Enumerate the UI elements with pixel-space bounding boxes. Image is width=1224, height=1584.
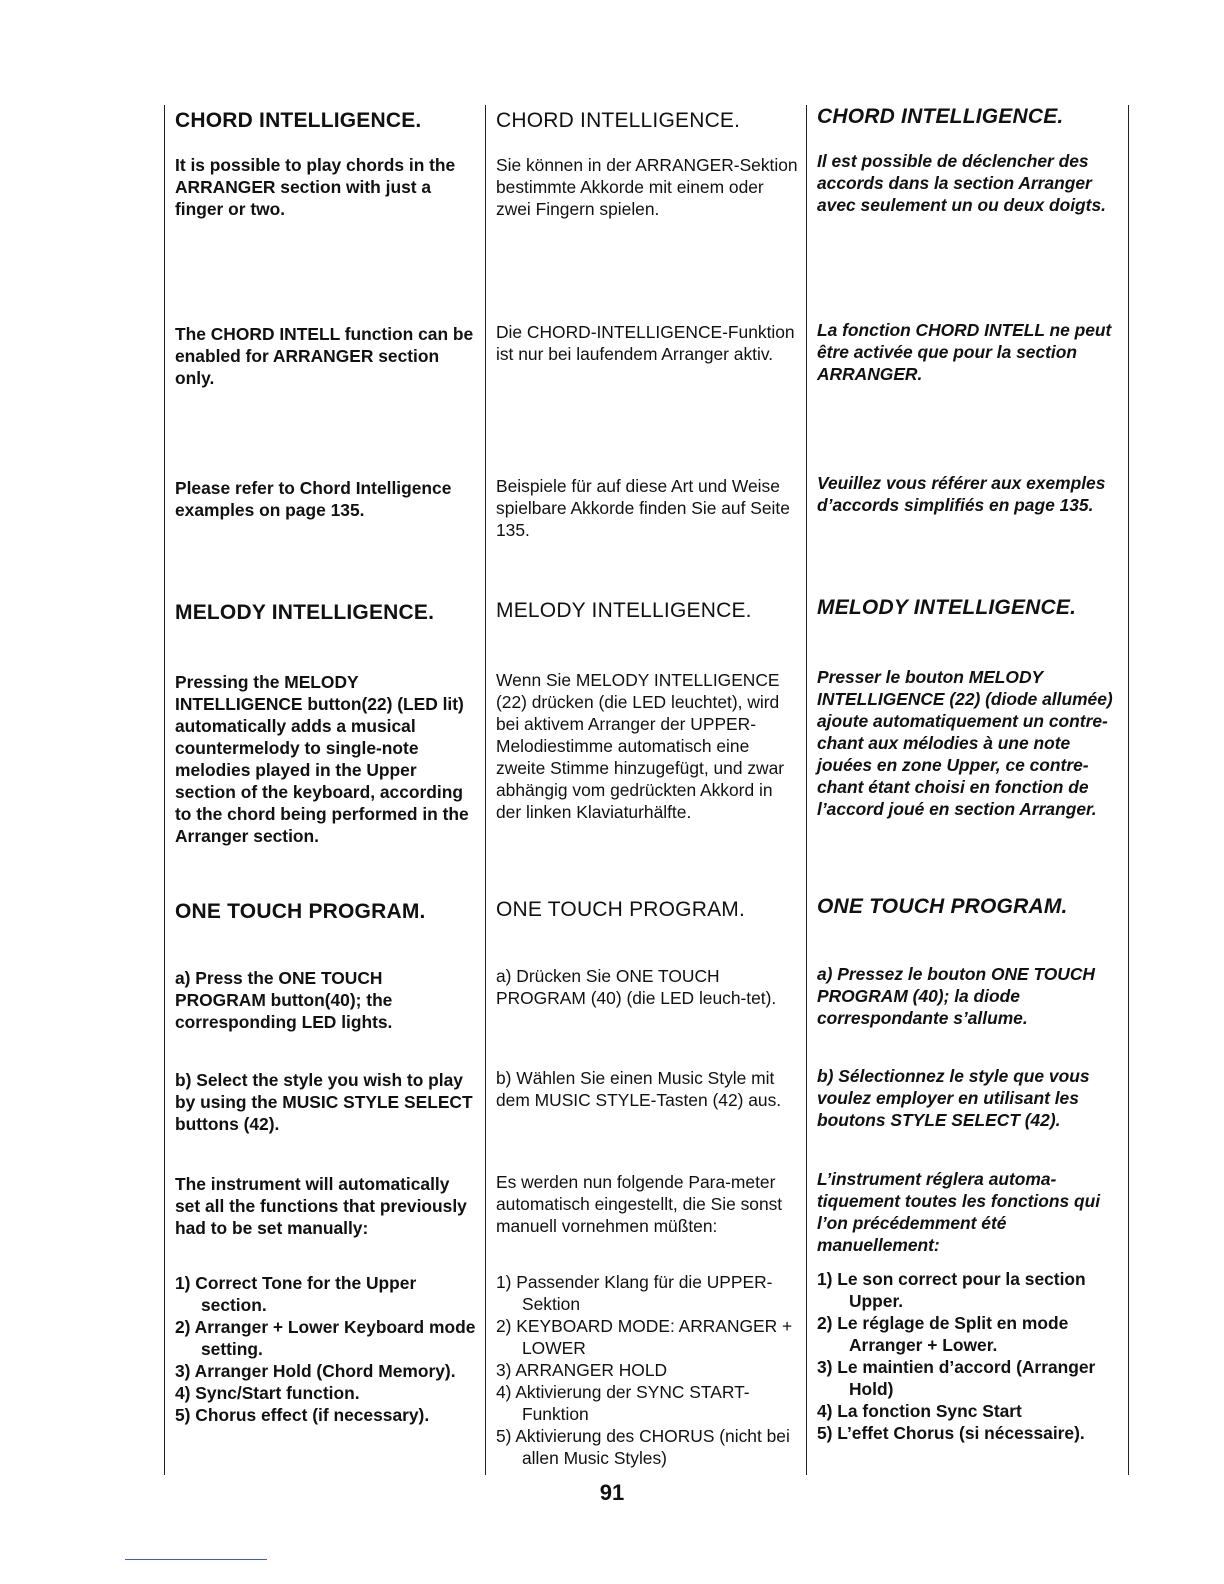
one-touch-settings-list [496, 1271, 800, 1469]
one-touch-auto-settings-intro: The instrument will automatically set all the functions that previously had to be set manually: [175, 1174, 467, 1238]
list-item: 5) Chorus effect (if necessary). [175, 1405, 430, 1425]
column-english [164, 105, 481, 1475]
melody-intelligence-description: Pressing the MELODY INTELLIGENCE button(22) (LED lit) automatically adds a musical countermelody to single-note melodies played in the Upper section of the keyboard, according to the chord being performed in the Arranger section. [175, 672, 469, 846]
chord-intelligence-heading: CHORD INTELLIGENCE. [175, 109, 422, 132]
list-item: 5) L’effet Chorus (si nécessaire). [817, 1423, 1085, 1443]
chord-intelligence-intro: It is possible to play chords in the ARRANGER section with just a finger or two. [175, 155, 456, 219]
list-item: 1) Le son correct pour la section Upper. [817, 1269, 1086, 1311]
chord-intell-availability: The CHORD INTELL function can be enabled for ARRANGER section only. [175, 324, 474, 388]
melody-intelligence-heading: MELODY INTELLIGENCE. [175, 601, 435, 624]
page-number: 91 [599, 1480, 625, 1505]
one-touch-program-heading: ONE TOUCH PROGRAM. [496, 898, 746, 921]
list-item: 3) Arranger Hold (Chord Memory). [175, 1361, 456, 1381]
one-touch-step-a: a) Drücken Sie ONE TOUCH PROGRAM (40) (die LED leuch-tet). [496, 966, 777, 1008]
list-item: 4) Aktivierung der SYNC START-Funktion [496, 1382, 750, 1424]
column-german [485, 105, 804, 1475]
list-item: 2) KEYBOARD MODE: ARRANGER + LOWER [496, 1316, 793, 1358]
one-touch-step-b: b) Sélectionnez le style que vous voulez employer en utilisant les boutons STYLE SELECT (42). [817, 1066, 1090, 1130]
list-item: 1) Correct Tone for the Upper section. [175, 1273, 417, 1315]
one-touch-settings-list [817, 1268, 1121, 1444]
chord-intelligence-heading: CHORD INTELLIGENCE. [817, 105, 1064, 128]
one-touch-program-heading: ONE TOUCH PROGRAM. [175, 900, 426, 923]
chord-intelligence-intro: Sie können in der ARRANGER-Sektion bestimmte Akkorde mit einem oder zwei Fingern spielen. [496, 155, 798, 219]
column-divider [1128, 105, 1129, 1475]
footer-link-underline [125, 1559, 267, 1560]
chord-intell-availability: Die CHORD-INTELLIGENCE-Funktion ist nur bei laufendem Arranger aktiv. [496, 322, 795, 364]
melody-intelligence-description: Presser le bouton MELODY INTELLIGENCE (22) (diode allumée) ajoute automatiquement un contre-chant aux mélodies à une note jouées en zone Upper, ce contre-chant étant choisi en fonction de l’accord joué en section Arranger. [817, 667, 1113, 819]
one-touch-program-heading: ONE TOUCH PROGRAM. [817, 895, 1068, 918]
chord-intelligence-reference: Beispiele für auf diese Art und Weise spielbare Akkorde finden Sie auf Seite 135. [496, 476, 790, 540]
chord-intell-availability: La fonction CHORD INTELL ne peut être activée que pour la section ARRANGER. [817, 320, 1112, 384]
one-touch-step-a: a) Pressez le bouton ONE TOUCH PROGRAM (40); la diode correspondante s’allume. [817, 964, 1095, 1028]
one-touch-step-b: b) Select the style you wish to play by using the MUSIC STYLE SELECT buttons (42). [175, 1070, 473, 1134]
list-item: 2) Le réglage de Split en mode Arranger + Lower. [817, 1313, 1069, 1355]
one-touch-auto-settings-intro: L’instrument réglera automa-tiquement toutes les fonctions qui l’on précédemment été manuellement: [817, 1169, 1101, 1255]
one-touch-step-b: b) Wählen Sie einen Music Style mit dem MUSIC STYLE-Tasten (42) aus. [496, 1068, 782, 1110]
chord-intelligence-heading: CHORD INTELLIGENCE. [496, 109, 741, 132]
one-touch-auto-settings-intro: Es werden nun folgende Para-meter automatisch eingestellt, die Sie sonst manuell vornehmen müßten: [496, 1172, 783, 1236]
chord-intelligence-reference: Please refer to Chord Intelligence examples on page 135. [175, 478, 452, 520]
list-item: 2) Arranger + Lower Keyboard mode setting. [175, 1317, 476, 1359]
chord-intelligence-reference: Veuillez vous référer aux exemples d’accords simplifiés en page 135. [817, 473, 1106, 515]
list-item: 4) Sync/Start function. [175, 1383, 360, 1403]
list-item: 4) La fonction Sync Start [817, 1401, 1022, 1421]
column-french [806, 105, 1125, 1475]
melody-intelligence-heading: MELODY INTELLIGENCE. [496, 599, 752, 622]
one-touch-step-a: a) Press the ONE TOUCH PROGRAM button(40); the corresponding LED lights. [175, 968, 393, 1032]
list-item: 1) Passender Klang für die UPPER-Sektion [496, 1272, 773, 1314]
melody-intelligence-heading: MELODY INTELLIGENCE. [817, 596, 1077, 619]
list-item: 3) ARRANGER HOLD [496, 1360, 668, 1380]
melody-intelligence-description: Wenn Sie MELODY INTELLIGENCE (22) drücken (die LED leuchtet), wird bei aktivem Arranger der UPPER-Melodiestimme automatisch eine zweite Stimme hinzugefügt, und zwar abhängig vom gedrückten Akkord in der linken Klaviaturhälfte. [496, 670, 785, 822]
list-item: 5) Aktivierung des CHORUS (nicht bei allen Music Styles) [496, 1426, 790, 1468]
one-touch-settings-list [175, 1272, 477, 1426]
list-item: 3) Le maintien d’accord (Arranger Hold) [817, 1357, 1096, 1399]
chord-intelligence-intro: Il est possible de déclencher des accords dans la section Arranger avec seulement un ou deux doigts. [817, 151, 1106, 215]
